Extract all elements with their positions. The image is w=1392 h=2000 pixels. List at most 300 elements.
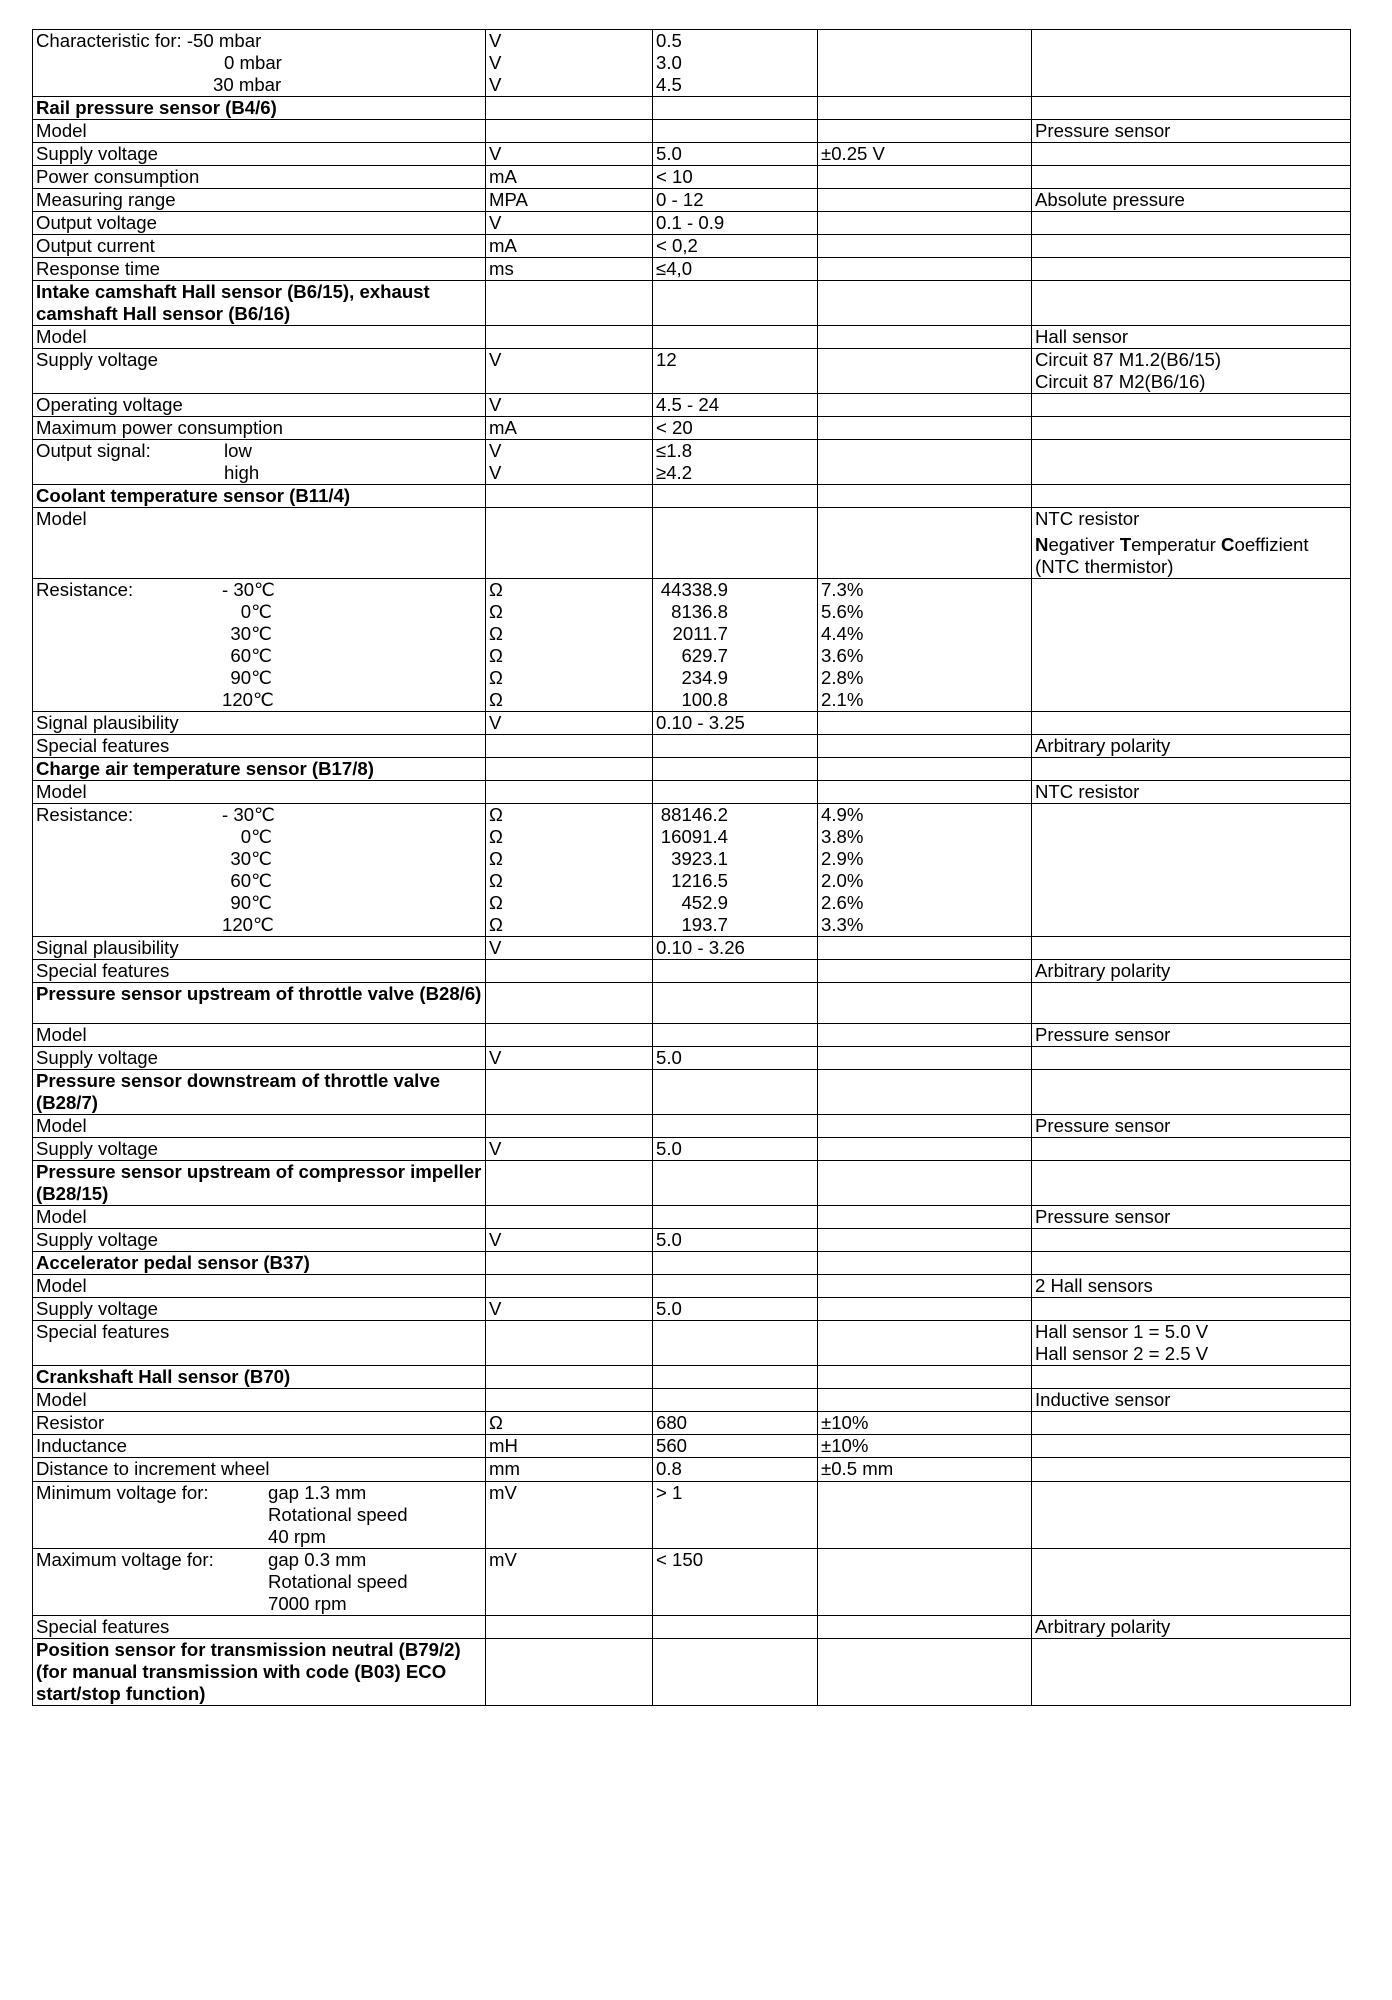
empty-cell <box>1032 97 1351 120</box>
empty-cell <box>1032 758 1351 781</box>
unit-value: V <box>489 52 502 73</box>
param-label: Measuring range <box>33 189 486 212</box>
temperature-column <box>222 579 275 711</box>
ntc-definition-part: N <box>1035 534 1049 555</box>
value-cell <box>653 579 818 712</box>
param-label: Power consumption <box>33 166 486 189</box>
unit-value: V <box>486 712 653 735</box>
table-row <box>33 1206 1351 1229</box>
unit-value: mA <box>486 166 653 189</box>
tolerance-value <box>818 417 1032 440</box>
unit-value: V <box>486 212 653 235</box>
table-row <box>33 326 1351 349</box>
tolerance-value <box>818 937 1032 960</box>
unit-value: Ω <box>489 848 503 869</box>
tolerance-value <box>818 1115 1032 1138</box>
table-row <box>33 1138 1351 1161</box>
tolerance-value <box>818 189 1032 212</box>
condition-value: 40 rpm <box>268 1526 326 1547</box>
nominal-value: 629.7 <box>681 645 728 666</box>
param-label: Model <box>33 508 486 579</box>
param-label: Resistance: <box>36 804 134 825</box>
tolerance-value: 5.6% <box>821 601 864 622</box>
table-row <box>33 1412 1351 1435</box>
param-sub: low <box>224 440 252 461</box>
section-header: Pressure sensor downstream of throttle valve (B28/7) <box>33 1070 486 1115</box>
note-value: Pressure sensor <box>1032 120 1351 143</box>
tolerance-value: 2.0% <box>821 870 864 891</box>
nominal-value: 12 <box>656 349 677 370</box>
tolerance-value: ±10% <box>818 1435 1032 1458</box>
unit-value: Ω <box>486 1412 653 1435</box>
param-label: Supply voltage <box>33 1138 486 1161</box>
note-value: Arbitrary polarity <box>1032 735 1351 758</box>
unit-value: Ω <box>489 804 503 825</box>
temperature-value: 60℃ <box>230 645 272 666</box>
unit-value: Ω <box>489 667 503 688</box>
table-row <box>33 1389 1351 1412</box>
section-header: Crankshaft Hall sensor (B70) <box>33 1366 486 1389</box>
param-label: Output signal: <box>36 440 151 461</box>
table-row <box>33 281 1351 326</box>
param-label: Supply voltage <box>33 1298 486 1321</box>
table-row <box>33 485 1351 508</box>
nominal-value: 452.9 <box>681 892 728 913</box>
tolerance-cell <box>818 349 1032 394</box>
param-label: Model <box>33 1115 486 1138</box>
table-row <box>33 417 1351 440</box>
unit-value: mA <box>486 235 653 258</box>
nominal-value: > 1 <box>653 1482 818 1549</box>
nominal-value: < 150 <box>653 1549 818 1616</box>
table-row <box>33 212 1351 235</box>
param-label: Signal plausibility <box>33 712 486 735</box>
nominal-value: 0.8 <box>653 1458 818 1482</box>
nominal-value: 44338.9 <box>660 579 728 600</box>
temperature-value: 30℃ <box>230 848 272 869</box>
unit-value <box>486 1275 653 1298</box>
tolerance-value <box>818 1298 1032 1321</box>
empty-cell <box>486 1161 653 1206</box>
unit-cell <box>486 804 653 937</box>
table-row <box>33 97 1351 120</box>
table-row <box>33 712 1351 735</box>
tolerance-value <box>818 712 1032 735</box>
tolerance-value <box>818 1206 1032 1229</box>
param-label: Model <box>33 1024 486 1047</box>
unit-value <box>486 1115 653 1138</box>
param-label: Supply voltage <box>33 1229 486 1252</box>
param-cell <box>33 579 486 712</box>
voltage-condition <box>36 1549 482 1615</box>
param-label: Resistor <box>33 1412 486 1435</box>
tolerance-value <box>818 735 1032 758</box>
tolerance-value <box>818 1616 1032 1639</box>
tolerance-value <box>818 1138 1032 1161</box>
table-row <box>33 1298 1351 1321</box>
condition-value: 7000 rpm <box>268 1593 347 1614</box>
unit-value: V <box>486 143 653 166</box>
empty-cell <box>818 983 1032 1024</box>
empty-cell <box>1032 983 1351 1024</box>
param-line <box>36 30 482 52</box>
table-row <box>33 983 1351 1024</box>
note-value <box>1032 937 1351 960</box>
note-value <box>1032 1138 1351 1161</box>
empty-cell <box>486 1252 653 1275</box>
value-cell <box>653 1321 818 1366</box>
param-label: Supply voltage <box>33 349 486 394</box>
param-label: Model <box>33 1275 486 1298</box>
empty-cell <box>818 758 1032 781</box>
note-value <box>1032 1047 1351 1070</box>
tolerance-cell <box>818 440 1032 485</box>
empty-cell <box>818 1366 1032 1389</box>
unit-value <box>486 120 653 143</box>
sensor-spec-table <box>32 29 1351 1706</box>
nominal-value: 560 <box>653 1435 818 1458</box>
note-value: Hall sensor 1 = 5.0 V <box>1035 1321 1209 1342</box>
nominal-value <box>653 326 818 349</box>
tolerance-value: ±0.25 V <box>818 143 1032 166</box>
table-row <box>33 735 1351 758</box>
param-cell <box>33 804 486 937</box>
note-value <box>1032 417 1351 440</box>
tolerance-value: 7.3% <box>821 579 864 600</box>
note-value: Hall sensor <box>1032 326 1351 349</box>
nominal-value <box>653 1115 818 1138</box>
empty-cell <box>1032 281 1351 326</box>
temperature-value: - 30℃ <box>222 579 275 600</box>
nominal-value: 0.1 - 0.9 <box>653 212 818 235</box>
section-header: Pressure sensor upstream of compressor impeller (B28/15) <box>33 1161 486 1206</box>
ntc-definition-part: oeffizient (NTC thermistor) <box>1035 534 1309 577</box>
nominal-value: 0.10 - 3.26 <box>653 937 818 960</box>
note-value <box>1032 1458 1351 1482</box>
unit-cell <box>486 508 653 579</box>
note-cell <box>1032 804 1351 937</box>
note-value: Absolute pressure <box>1032 189 1351 212</box>
unit-cell <box>486 349 653 394</box>
param-label: Minimum voltage for: <box>36 1482 209 1503</box>
tolerance-value <box>818 1275 1032 1298</box>
param-sub: -50 mbar <box>186 30 262 51</box>
note-value: Arbitrary polarity <box>1032 1616 1351 1639</box>
table-row <box>33 258 1351 281</box>
note-value: Inductive sensor <box>1032 1389 1351 1412</box>
unit-value: V <box>486 937 653 960</box>
unit-value: Ω <box>489 623 503 644</box>
tolerance-value <box>818 1024 1032 1047</box>
empty-cell <box>1032 485 1351 508</box>
nominal-value <box>653 1389 818 1412</box>
unit-value: mA <box>486 417 653 440</box>
tolerance-value: 2.1% <box>821 689 864 710</box>
resistance-values <box>656 579 728 711</box>
param-label: Maximum voltage for: <box>36 1549 214 1570</box>
nominal-value: ≤1.8 <box>656 440 693 461</box>
empty-cell <box>486 983 653 1024</box>
table-row <box>33 1549 1351 1616</box>
table-row <box>33 508 1351 579</box>
unit-value: V <box>489 30 502 51</box>
empty-cell <box>653 1161 818 1206</box>
empty-cell <box>818 281 1032 326</box>
empty-cell <box>653 1252 818 1275</box>
note-value: Circuit 87 M2(B6/16) <box>1035 371 1206 392</box>
temperature-value: - 30℃ <box>222 804 275 825</box>
param-sub: high <box>224 462 260 483</box>
nominal-value: 3.0 <box>656 52 682 73</box>
tolerance-cell <box>818 30 1032 97</box>
note-cell <box>1032 349 1351 394</box>
unit-cell <box>486 440 653 485</box>
unit-value: Ω <box>489 914 503 935</box>
temperature-column <box>222 804 275 936</box>
tolerance-value: 3.3% <box>821 914 864 935</box>
resistance-values <box>656 804 728 936</box>
nominal-value: 5.0 <box>653 1298 818 1321</box>
table-row <box>33 1616 1351 1639</box>
empty-cell <box>818 485 1032 508</box>
empty-cell <box>653 1070 818 1115</box>
empty-cell <box>653 281 818 326</box>
note-cell <box>1032 30 1351 97</box>
table-row <box>33 1435 1351 1458</box>
ntc-definition-part: emperatur <box>1131 534 1222 555</box>
tolerance-value <box>818 394 1032 417</box>
value-cell <box>653 508 818 579</box>
tolerance-value <box>818 781 1032 804</box>
voltage-condition <box>36 1482 482 1548</box>
param-label: Special features <box>33 735 486 758</box>
tolerance-value <box>818 258 1032 281</box>
unit-value: Ω <box>489 645 503 666</box>
empty-cell <box>818 1252 1032 1275</box>
unit-value: V <box>486 1138 653 1161</box>
nominal-value: 5.0 <box>653 1229 818 1252</box>
tolerance-value: 3.6% <box>821 645 864 666</box>
temperature-value: 90℃ <box>230 667 272 688</box>
unit-value: mV <box>486 1549 653 1616</box>
unit-value <box>486 1024 653 1047</box>
table-row <box>33 1482 1351 1549</box>
nominal-value: < 10 <box>653 166 818 189</box>
param-label: Special features <box>33 960 486 983</box>
tolerance-value <box>818 212 1032 235</box>
unit-value <box>486 1389 653 1412</box>
tolerance-cell <box>818 508 1032 579</box>
param-cell <box>33 1482 486 1549</box>
unit-value: Ω <box>489 870 503 891</box>
param-label: Characteristic for: <box>36 30 187 51</box>
empty-cell <box>1032 1070 1351 1115</box>
nominal-value: 4.5 <box>656 74 682 95</box>
note-value <box>1032 1229 1351 1252</box>
note-cell <box>1032 1549 1351 1616</box>
table-row <box>33 235 1351 258</box>
nominal-value: 0.10 - 3.25 <box>653 712 818 735</box>
nominal-value: ≥4.2 <box>656 462 693 483</box>
empty-cell <box>486 1366 653 1389</box>
value-cell <box>653 804 818 937</box>
tolerance-value: 4.4% <box>821 623 864 644</box>
unit-value <box>486 1206 653 1229</box>
unit-cell <box>486 579 653 712</box>
resistance-temps <box>36 804 482 936</box>
unit-value <box>486 1616 653 1639</box>
param-label: Supply voltage <box>33 1047 486 1070</box>
tolerance-value <box>818 960 1032 983</box>
unit-value <box>486 960 653 983</box>
unit-value: V <box>489 440 502 461</box>
spec-sheet <box>32 29 1350 1706</box>
table-row <box>33 1366 1351 1389</box>
table-row <box>33 1047 1351 1070</box>
table-row <box>33 120 1351 143</box>
tolerance-value <box>818 1389 1032 1412</box>
nominal-value: 88146.2 <box>660 804 728 825</box>
section-header: Position sensor for transmission neutral (B79/2) (for manual transmission with code (B03) ECO start/stop function) <box>33 1639 486 1706</box>
table-row <box>33 579 1351 712</box>
empty-cell <box>1032 1639 1351 1706</box>
param-label: Supply voltage <box>33 143 486 166</box>
param-label: Model <box>33 1389 486 1412</box>
nominal-value: 680 <box>653 1412 818 1435</box>
tolerance-value: 4.9% <box>821 804 864 825</box>
note-value <box>1032 1435 1351 1458</box>
value-cell <box>653 440 818 485</box>
temperature-value: 60℃ <box>230 870 272 891</box>
empty-cell <box>486 758 653 781</box>
note-value: NTC resistor <box>1035 508 1140 529</box>
nominal-value <box>653 1024 818 1047</box>
empty-cell <box>653 983 818 1024</box>
tolerance-value <box>818 166 1032 189</box>
table-row <box>33 960 1351 983</box>
nominal-value: 16091.4 <box>660 826 728 847</box>
table-row <box>33 143 1351 166</box>
table-row <box>33 1070 1351 1115</box>
param-label: Signal plausibility <box>33 937 486 960</box>
nominal-value: ≤4,0 <box>653 258 818 281</box>
param-cell <box>33 1549 486 1616</box>
section-header: Pressure sensor upstream of throttle valve (B28/6) <box>33 983 486 1024</box>
table-row <box>33 937 1351 960</box>
param-label: Resistance: <box>36 579 134 600</box>
note-value <box>1032 712 1351 735</box>
unit-value: V <box>489 349 502 370</box>
nominal-value <box>653 1616 818 1639</box>
unit-value: ms <box>486 258 653 281</box>
tolerance-cell <box>818 1321 1032 1366</box>
unit-value: Ω <box>489 689 503 710</box>
condition-column <box>268 1482 408 1548</box>
table-row <box>33 758 1351 781</box>
tolerance-value: 2.8% <box>821 667 864 688</box>
note-value: 2 Hall sensors <box>1032 1275 1351 1298</box>
table-row <box>33 440 1351 485</box>
table-row <box>33 349 1351 394</box>
table-row <box>33 189 1351 212</box>
param-cell <box>33 440 486 485</box>
nominal-value: 8136.8 <box>671 601 728 622</box>
param-cell <box>33 30 486 97</box>
tolerance-value <box>818 1047 1032 1070</box>
note-value <box>1032 166 1351 189</box>
nominal-value: 2011.7 <box>672 623 728 644</box>
tolerance-value: ±10% <box>818 1412 1032 1435</box>
unit-value: Ω <box>489 892 503 913</box>
note-cell <box>1032 1482 1351 1549</box>
nominal-value <box>653 1275 818 1298</box>
table-row <box>33 1639 1351 1706</box>
note-cell <box>1032 579 1351 712</box>
ntc-definition-part: C <box>1221 534 1235 555</box>
note-value: Pressure sensor <box>1032 1024 1351 1047</box>
table-row <box>33 1229 1351 1252</box>
unit-value: V <box>486 1298 653 1321</box>
table-row <box>33 1275 1351 1298</box>
param-label: Model <box>33 1206 486 1229</box>
unit-value: mm <box>486 1458 653 1482</box>
nominal-value <box>653 1206 818 1229</box>
nominal-value <box>653 735 818 758</box>
empty-cell <box>653 485 818 508</box>
ntc-definition-part: egativer <box>1048 534 1120 555</box>
note-value <box>1032 235 1351 258</box>
nominal-value <box>653 781 818 804</box>
section-header: Intake camshaft Hall sensor (B6/15), exhaust camshaft Hall sensor (B6/16) <box>33 281 486 326</box>
note-value: Pressure sensor <box>1032 1206 1351 1229</box>
nominal-value: 5.0 <box>653 143 818 166</box>
nominal-value: 0.5 <box>656 30 682 51</box>
empty-cell <box>653 1639 818 1706</box>
table-row <box>33 30 1351 97</box>
tolerance-value: ±0.5 mm <box>818 1458 1032 1482</box>
nominal-value: 5.0 <box>653 1047 818 1070</box>
condition-value: Rotational speed <box>268 1571 408 1592</box>
unit-value: Ω <box>489 579 503 600</box>
tolerance-value <box>818 1229 1032 1252</box>
empty-cell <box>1032 1366 1351 1389</box>
table-row <box>33 1115 1351 1138</box>
param-label: Special features <box>33 1616 486 1639</box>
empty-cell <box>486 1639 653 1706</box>
unit-value <box>486 781 653 804</box>
param-label: Operating voltage <box>33 394 486 417</box>
note-value: NTC resistor <box>1032 781 1351 804</box>
table-row <box>33 1458 1351 1482</box>
table-row <box>33 394 1351 417</box>
note-value <box>1032 1412 1351 1435</box>
section-header: Coolant temperature sensor (B11/4) <box>33 485 486 508</box>
ntc-definition-part: T <box>1119 534 1132 555</box>
empty-cell <box>818 97 1032 120</box>
note-value: Arbitrary polarity <box>1032 960 1351 983</box>
empty-cell <box>1032 1161 1351 1206</box>
unit-value: V <box>489 74 502 95</box>
temperature-value: 30℃ <box>230 623 272 644</box>
nominal-value: 1216.5 <box>671 870 728 891</box>
unit-value: mH <box>486 1435 653 1458</box>
param-sub: 0 mbar <box>224 52 282 73</box>
empty-cell <box>818 1070 1032 1115</box>
empty-cell <box>486 97 653 120</box>
nominal-value: < 0,2 <box>653 235 818 258</box>
note-value: Hall sensor 2 = 2.5 V <box>1035 1343 1209 1364</box>
nominal-value: 5.0 <box>653 1138 818 1161</box>
